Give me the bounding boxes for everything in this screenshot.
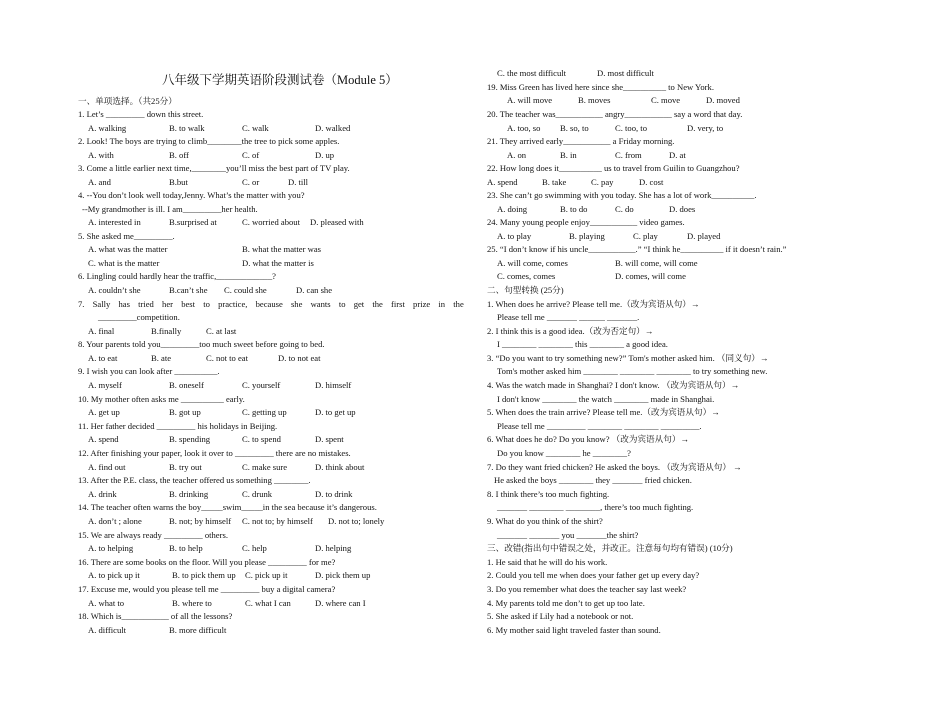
option-a[interactable]: A. will move: [507, 95, 553, 105]
stem-word: because: [255, 299, 283, 309]
option-c[interactable]: C. what I can: [245, 598, 291, 608]
option-c[interactable]: C. not to; by himself: [242, 516, 313, 526]
section1-header: 一、单项选择。（共25分）: [78, 96, 177, 106]
option-a[interactable]: A. to helping: [88, 543, 134, 553]
stem-word: Sally: [92, 299, 111, 309]
option-c[interactable]: C. from: [615, 150, 642, 160]
option-a[interactable]: A. with: [88, 150, 114, 160]
question-stem-continued: --My grandmother is ill. I am_________her health.: [82, 204, 258, 214]
option-b[interactable]: B. drinking: [169, 489, 209, 499]
option-b[interactable]: B. try out: [169, 462, 202, 472]
option-d[interactable]: D. most difficult: [597, 68, 654, 78]
transform-question: 5. When does the train arrive? Please tell me.（改为宾语从句）→: [487, 407, 720, 417]
option-d[interactable]: D. till: [288, 177, 309, 187]
option-a[interactable]: A. myself: [88, 380, 122, 390]
question-stem: 6. Lingling could hardly hear the traffic,_____________?: [78, 271, 276, 281]
question-stem: 24. Many young people enjoy___________ video games.: [487, 217, 685, 227]
option-a[interactable]: A. what to: [88, 598, 125, 608]
option-d[interactable]: D. to get up: [315, 407, 356, 417]
question-stem: 25. “I don’t know if his uncle___________.” “I think he__________ if it doesn’t rain.”: [487, 244, 787, 254]
transform-question: 8. I think there’s too much fighting.: [487, 489, 610, 499]
option-b[interactable]: B. more difficult: [169, 625, 227, 635]
option-a[interactable]: A. spend: [487, 177, 518, 187]
option-b[interactable]: B.can’t she: [169, 285, 208, 295]
option-b[interactable]: B. oneself: [169, 380, 204, 390]
option-d[interactable]: D. to not eat: [278, 353, 321, 363]
option-d[interactable]: D. pick them up: [315, 570, 371, 580]
stem-word: tried: [138, 299, 154, 309]
option-c[interactable]: C. could she: [224, 285, 267, 295]
question-stem: 23. She can’t go swimming with you today. She has a lot of work__________.: [487, 190, 757, 200]
option-d[interactable]: D. played: [687, 231, 721, 241]
question-stem: 3. Come a little earlier next time,________you’ll miss the best part of TV play.: [78, 163, 350, 173]
option-d[interactable]: D. cost: [639, 177, 664, 187]
option-a[interactable]: A. doing: [497, 204, 528, 214]
option-c[interactable]: C. pay: [591, 177, 614, 187]
option-c[interactable]: C. or: [242, 177, 260, 187]
question-stem: 9. I wish you can look after __________.: [78, 366, 220, 376]
option-a[interactable]: A. interested in: [88, 217, 141, 227]
question-stem: 16. There are some books on the floor. Will you please _________ for me?: [78, 557, 336, 567]
option-a[interactable]: A. get up: [88, 407, 120, 417]
option-d[interactable]: D. to drink: [315, 489, 353, 499]
option-a[interactable]: A. and: [88, 177, 111, 187]
question-stem: 13. After the P.E. class, the teacher offered us something ________.: [78, 475, 311, 485]
option-b[interactable]: B. where to: [172, 598, 212, 608]
stem-word: the: [453, 299, 464, 309]
error-correction-item: 3. Do you remember what does the teacher say last week?: [487, 584, 687, 594]
option-b[interactable]: B. playing: [569, 231, 605, 241]
option-c[interactable]: C. too, to: [615, 123, 647, 133]
option-d[interactable]: D. spent: [315, 434, 344, 444]
option-a[interactable]: A. drink: [88, 489, 117, 499]
question-stem-justified: [78, 299, 464, 310]
error-correction-item: 5. She asked if Lily had a notebook or not.: [487, 611, 634, 621]
option-c[interactable]: C. to spend: [242, 434, 281, 444]
option-a[interactable]: A. to pick up it: [88, 570, 140, 580]
option-a[interactable]: A. difficult: [88, 625, 127, 635]
answer-blank-line[interactable]: Please tell me _______ ______ _______.: [497, 312, 640, 322]
option-a[interactable]: A. on: [507, 150, 527, 160]
stem-word: she: [290, 299, 303, 309]
question-stem: 5. She asked me_________.: [78, 231, 175, 241]
option-c[interactable]: C. move: [651, 95, 681, 105]
transform-question: 7. Do they want fried chicken? He asked the boys. （改为宾语从句） →: [487, 462, 742, 472]
option-d[interactable]: D. walked: [315, 123, 351, 133]
option-c[interactable]: C. what is the matter: [88, 258, 160, 268]
error-correction-item: 1. He said that he will do his work.: [487, 557, 608, 567]
answer-blank-line[interactable]: I ________ ________ this ________ a good idea.: [497, 339, 668, 349]
option-a[interactable]: A. will come, comes: [497, 258, 568, 268]
section2-header: 二、句型转换 (25分): [487, 285, 564, 295]
option-a[interactable]: A. to eat: [88, 353, 118, 363]
option-d[interactable]: D. up: [315, 150, 335, 160]
option-b[interactable]: B.surprised at: [169, 217, 217, 227]
question-stem: 17. Excuse me, would you please tell me _________ buy a digital camera?: [78, 584, 336, 594]
stem-word: to: [203, 299, 210, 309]
question-stem: 8. Your parents told you_________too much sweet before going to bed.: [78, 339, 325, 349]
option-c[interactable]: C. comes, comes: [497, 271, 556, 281]
option-d[interactable]: D. does: [669, 204, 696, 214]
error-correction-item: 6. My mother said light traveled faster than sound.: [487, 625, 661, 635]
option-c[interactable]: C. do: [615, 204, 634, 214]
question-stem: 20. The teacher was___________ angry___________ say a word that day.: [487, 109, 743, 119]
question-stem-continued: _________competition.: [98, 312, 180, 322]
error-correction-item: 2. Could you tell me when does your father get up every day?: [487, 570, 700, 580]
question-stem: 19. Miss Green has lived here since she__________ to New York.: [487, 82, 714, 92]
option-a[interactable]: A. don’t ; alone: [88, 516, 142, 526]
stem-word: best: [181, 299, 196, 309]
question-stem: 11. Her father decided _________ his holidays in Beijing.: [78, 421, 278, 431]
option-c[interactable]: C. play: [633, 231, 658, 241]
option-b[interactable]: B. to do: [560, 204, 588, 214]
answer-blank-line[interactable]: Tom's mother asked him ________ ________ ________ to try something new.: [497, 366, 768, 376]
option-c[interactable]: C. make sure: [242, 462, 288, 472]
stem-word: to: [338, 299, 346, 309]
option-b[interactable]: B. in: [560, 150, 577, 160]
answer-blank-line[interactable]: He asked the boys ________ they _______ fried chicken.: [494, 475, 692, 485]
stem-word: get: [353, 299, 365, 309]
question-stem: 18. Which is___________ of all the lessons?: [78, 611, 233, 621]
option-d[interactable]: D. himself: [315, 380, 352, 390]
option-d[interactable]: D. think about: [315, 462, 365, 472]
option-b[interactable]: B. what the matter was: [242, 244, 321, 254]
option-c[interactable]: C. the most difficult: [497, 68, 567, 78]
transform-question: 4. Was the watch made in Shanghai? I don't know. （改为宾语从句）→: [487, 380, 740, 390]
question-stem: 15. We are always ready _________ others.: [78, 530, 228, 540]
option-d[interactable]: D. helping: [315, 543, 352, 553]
question-stem: 21. They arrived early___________ a Friday morning.: [487, 136, 675, 146]
page-title: 八年级下学期英语阶段测试卷（Module 5）: [162, 73, 398, 87]
transform-question: 2. I think this is a good idea.（改为否定句）→: [487, 326, 654, 336]
option-c[interactable]: C. not to eat: [206, 353, 249, 363]
stem-word: prize: [413, 299, 431, 309]
option-b[interactable]: B. not; by himself: [169, 516, 232, 526]
answer-blank-line[interactable]: I don't know ________ the watch ________ made in Shanghai.: [497, 394, 715, 404]
option-d[interactable]: D. at: [669, 150, 686, 160]
option-c[interactable]: C. drunk: [242, 489, 273, 499]
option-c[interactable]: C. getting up: [242, 407, 287, 417]
option-b[interactable]: B. to pick them up: [172, 570, 236, 580]
option-b[interactable]: B. got up: [169, 407, 201, 417]
option-d[interactable]: D. comes, will come: [615, 271, 686, 281]
option-b[interactable]: B. off: [169, 150, 189, 160]
answer-blank-line[interactable]: Do you know ________ he ________?: [497, 448, 631, 458]
question-stem: 22. How long does it__________ us to travel from Guilin to Guangzhou?: [487, 163, 740, 173]
option-c[interactable]: C. worried about: [242, 217, 300, 227]
answer-blank-line[interactable]: _______ ________ ________, there’s too much fighting.: [497, 502, 694, 512]
option-b[interactable]: B. spending: [169, 434, 211, 444]
transform-question: 9. What do you think of the shirt?: [487, 516, 603, 526]
option-c[interactable]: C. of: [242, 150, 260, 160]
stem-word: the: [372, 299, 383, 309]
option-b[interactable]: B. so, to: [560, 123, 589, 133]
stem-word: has: [118, 299, 130, 309]
question-stem: 14. The teacher often warns the boy_____swim_____in the sea because it’s dangerous.: [78, 502, 377, 512]
option-a[interactable]: A. spend: [88, 434, 119, 444]
option-d[interactable]: D. very, to: [687, 123, 724, 133]
option-d[interactable]: D. pleased with: [310, 217, 364, 227]
option-b[interactable]: B. ate: [151, 353, 172, 363]
option-a[interactable]: A. to play: [497, 231, 532, 241]
transform-question: 3. “Do you want to try something new?” Tom's mother asked him. （同义句）→: [487, 353, 769, 363]
option-c[interactable]: C. at last: [206, 326, 237, 336]
option-d[interactable]: D. moved: [706, 95, 740, 105]
option-d[interactable]: D. not to; lonely: [328, 516, 385, 526]
option-b[interactable]: B.but: [169, 177, 188, 187]
stem-word: in: [438, 299, 446, 309]
answer-blank-line[interactable]: Please tell me _________ ________ ________ _________.: [497, 421, 702, 431]
stem-word: first: [391, 299, 405, 309]
option-c[interactable]: C. yourself: [242, 380, 281, 390]
section3-header: 三、改错(指出句中错误之处，并改正。注意每句均有错误) (10分): [487, 543, 733, 553]
question-stem: 12. After finishing your paper, look it over to _________ there are no mistakes.: [78, 448, 351, 458]
option-b[interactable]: B. take: [542, 177, 567, 187]
question-stem: 2. Look! The boys are trying to climb________the tree to pick some apples.: [78, 136, 340, 146]
question-stem: 1. Let’s _________ down this street.: [78, 109, 204, 119]
transform-question: 6. What does he do? Do you know? （改为宾语从句）→: [487, 434, 690, 444]
option-c[interactable]: C. help: [242, 543, 267, 553]
stem-word: 7.: [78, 299, 85, 309]
option-d[interactable]: D. what the matter is: [242, 258, 314, 268]
option-c[interactable]: C. pick up it: [245, 570, 288, 580]
option-b[interactable]: B. moves: [578, 95, 611, 105]
error-correction-item: 4. My parents told me don’t to get up too late.: [487, 598, 645, 608]
option-d[interactable]: D. can she: [296, 285, 333, 295]
option-a[interactable]: A. final: [88, 326, 115, 336]
option-b[interactable]: B. to walk: [169, 123, 205, 133]
transform-question: 1. When does he arrive? Please tell me.（改为宾语从句）→: [487, 299, 700, 309]
question-stem: 10. My mother often asks me __________ early.: [78, 394, 245, 404]
option-b[interactable]: B.finally: [151, 326, 182, 336]
question-stem: 4. --You don’t look well today,Jenny. What’s the matter with you?: [78, 190, 305, 200]
stem-word: practice,: [218, 299, 248, 309]
option-a[interactable]: A. find out: [88, 462, 126, 472]
option-d[interactable]: D. where can I: [315, 598, 366, 608]
stem-word: her: [162, 299, 174, 309]
option-a[interactable]: A. too, so: [507, 123, 541, 133]
option-b[interactable]: B. to help: [169, 543, 203, 553]
option-a[interactable]: A. walking: [88, 123, 127, 133]
answer-blank-line[interactable]: _______ _______ you _______the shirt?: [497, 530, 639, 540]
option-a[interactable]: A. couldn’t she: [88, 285, 141, 295]
option-b[interactable]: B. will come, will come: [615, 258, 698, 268]
option-a[interactable]: A. what was the matter: [88, 244, 168, 254]
option-c[interactable]: C. walk: [242, 123, 269, 133]
stem-word: wants: [310, 299, 331, 309]
